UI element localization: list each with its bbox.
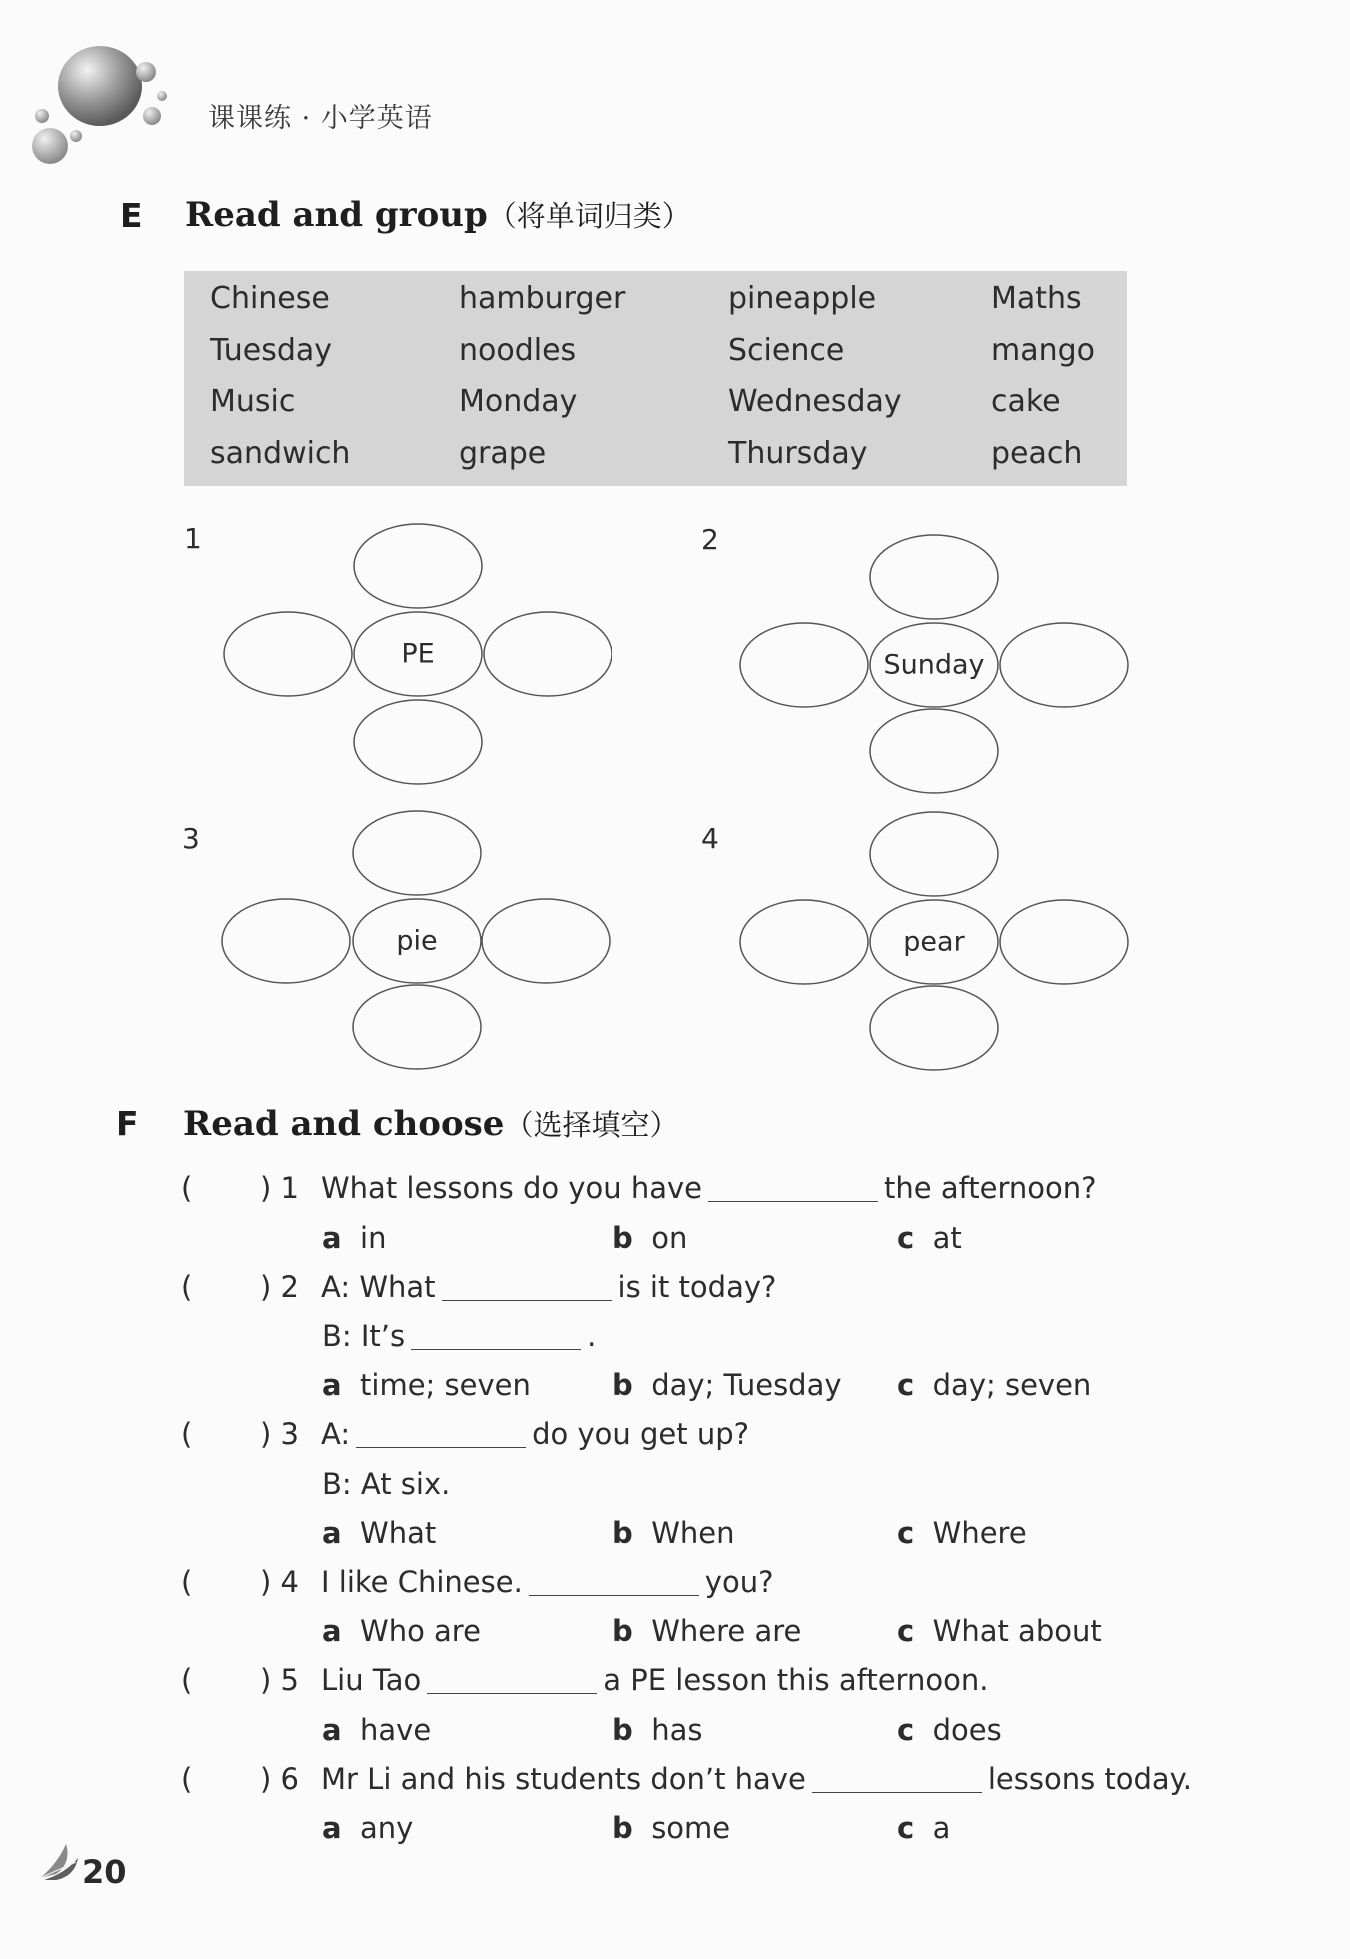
option-b: b When — [612, 1516, 735, 1550]
word: Wednesday — [728, 384, 902, 419]
option-c: c Where — [897, 1516, 1027, 1550]
section-f-title-en: Read and choose — [183, 1104, 505, 1144]
series-title: 课课练 · 小学英语 — [208, 103, 433, 134]
blank-oval[interactable] — [870, 535, 998, 619]
question-line — [321, 1417, 749, 1451]
answer-paren[interactable]: ( — [181, 1565, 193, 1599]
question-text: . — [587, 1319, 597, 1353]
option-b: b has — [612, 1713, 703, 1747]
blank-oval[interactable] — [1000, 623, 1128, 707]
question-text: A: What — [321, 1270, 436, 1304]
blank-oval[interactable] — [870, 986, 998, 1070]
question-number: ) 1 — [260, 1171, 299, 1205]
option-b: b on — [612, 1221, 688, 1255]
option-a: a time; seven — [322, 1368, 531, 1402]
option-a: a in — [322, 1221, 387, 1255]
blank-oval[interactable] — [354, 524, 482, 608]
word: Maths — [991, 281, 1082, 316]
group-center-word: PE — [401, 638, 435, 670]
blank-oval[interactable] — [740, 623, 868, 707]
group-number: 2 — [701, 523, 719, 556]
option-c: c a — [897, 1811, 951, 1845]
question-number: ) 6 — [260, 1762, 299, 1796]
question-number: ) 5 — [260, 1663, 299, 1697]
group-number: 3 — [182, 822, 200, 855]
word: Chinese — [210, 281, 330, 316]
question-number: ) 2 — [260, 1270, 299, 1304]
question-number: ) 3 — [260, 1417, 299, 1451]
answer-paren[interactable]: ( — [181, 1171, 193, 1205]
word: Monday — [459, 384, 578, 419]
group-number: 1 — [184, 522, 202, 555]
answer-blank[interactable] — [708, 1200, 878, 1202]
option-c: c at — [897, 1221, 962, 1255]
option-c: c What about — [897, 1614, 1102, 1648]
answer-blank[interactable] — [427, 1692, 597, 1694]
word: Science — [728, 333, 845, 368]
blank-oval[interactable] — [353, 985, 481, 1069]
group-center-word: pear — [903, 926, 965, 958]
question-text: Liu Tao — [321, 1663, 422, 1697]
option-a: a What — [322, 1516, 437, 1550]
question-line — [321, 1171, 1097, 1205]
question-line — [321, 1270, 776, 1304]
group-diagram-2 — [738, 533, 1130, 797]
question-text: the afternoon? — [884, 1171, 1097, 1205]
word: mango — [991, 333, 1096, 368]
word: Music — [210, 384, 296, 419]
section-e-title-en: Read and group — [185, 195, 488, 235]
group-center-word: Sunday — [883, 649, 985, 681]
group-diagram-4 — [738, 810, 1130, 1074]
option-c: c does — [897, 1713, 1002, 1747]
blank-oval[interactable] — [354, 700, 482, 784]
question-text: do you get up? — [532, 1417, 750, 1451]
question-text: lessons today. — [987, 1762, 1192, 1796]
blank-oval[interactable] — [222, 899, 350, 983]
answer-paren[interactable]: ( — [181, 1762, 193, 1796]
leaf-icon — [36, 1840, 82, 1882]
question-text: What lessons do you have — [321, 1171, 703, 1205]
word: peach — [991, 436, 1083, 471]
section-f-letter: F — [116, 1104, 139, 1143]
group-center-word: pie — [396, 925, 438, 957]
word-bank — [184, 271, 1127, 486]
word: hamburger — [459, 281, 626, 316]
question-text: a PE lesson this afternoon. — [603, 1663, 989, 1697]
option-b: b Where are — [612, 1614, 802, 1648]
question-text: B: It’s — [322, 1319, 406, 1353]
question-text: B: At six. — [322, 1467, 451, 1501]
word: cake — [991, 384, 1061, 419]
question-text: A: — [321, 1417, 351, 1451]
page-number: 20 — [82, 1853, 127, 1891]
section-e-title-cn: （将单词归类） — [487, 199, 691, 233]
question-text: I like Chinese. — [321, 1565, 523, 1599]
section-e-title — [185, 194, 691, 235]
answer-paren[interactable]: ( — [181, 1663, 193, 1697]
blank-oval[interactable] — [353, 811, 481, 895]
option-c: c day; seven — [897, 1368, 1092, 1402]
blank-oval[interactable] — [1000, 900, 1128, 984]
option-a: a Who are — [322, 1614, 481, 1648]
word: pineapple — [728, 281, 877, 316]
blank-oval[interactable] — [484, 612, 612, 696]
option-b: b some — [612, 1811, 731, 1845]
bubbles-logo-icon — [28, 40, 188, 170]
question-text: you? — [704, 1565, 774, 1599]
section-f-title-cn: （选择填空） — [504, 1108, 679, 1142]
answer-paren[interactable]: ( — [181, 1270, 193, 1304]
group-diagram-1 — [222, 522, 612, 792]
word: noodles — [459, 333, 577, 368]
option-a: a any — [322, 1811, 414, 1845]
answer-blank[interactable] — [812, 1791, 982, 1793]
word: sandwich — [210, 436, 351, 471]
option-a: a have — [322, 1713, 432, 1747]
blank-oval[interactable] — [482, 899, 610, 983]
blank-oval[interactable] — [870, 709, 998, 793]
word: Tuesday — [210, 333, 333, 368]
answer-blank[interactable] — [356, 1446, 526, 1448]
section-e-letter: E — [120, 196, 143, 235]
answer-paren[interactable]: ( — [181, 1417, 193, 1451]
group-number: 4 — [701, 822, 719, 855]
question-line — [321, 1663, 988, 1697]
option-b: b day; Tuesday — [612, 1368, 842, 1402]
blank-oval[interactable] — [870, 812, 998, 896]
question-number: ) 4 — [260, 1565, 299, 1599]
section-f-title — [183, 1103, 678, 1144]
question-text: is it today? — [617, 1270, 777, 1304]
question-line — [321, 1565, 773, 1599]
word: Thursday — [728, 436, 868, 471]
answer-blank[interactable] — [411, 1348, 581, 1350]
question-line — [321, 1762, 1192, 1796]
answer-blank[interactable] — [442, 1299, 612, 1301]
blank-oval[interactable] — [740, 900, 868, 984]
blank-oval[interactable] — [224, 612, 352, 696]
word: grape — [459, 436, 547, 471]
answer-blank[interactable] — [529, 1594, 699, 1596]
question-text: Mr Li and his students don’t have — [321, 1762, 806, 1796]
question-line — [322, 1319, 596, 1353]
group-diagram-3 — [220, 809, 612, 1073]
